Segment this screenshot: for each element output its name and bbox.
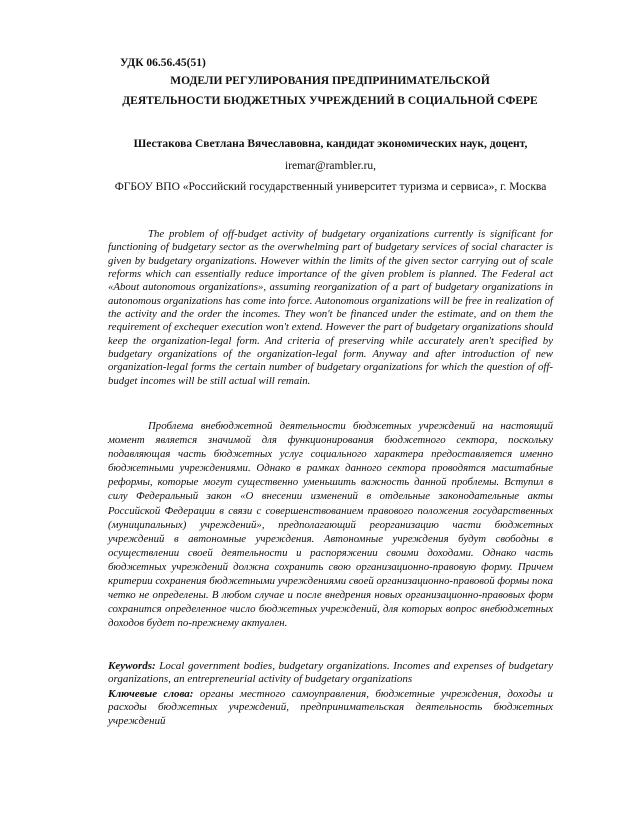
author-affiliation: ФГБОУ ВПО «Российский государственный университет туризма и сервиса», г. Москва	[114, 181, 547, 193]
abstract-russian	[108, 419, 553, 630]
keywords-english	[108, 660, 553, 687]
abstract-english	[108, 228, 553, 388]
keywords-russian	[108, 688, 553, 728]
title-line-2: ДЕЯТЕЛЬНОСТИ БЮДЖЕТНЫХ УЧРЕЖДЕНИЙ В СОЦИАЛЬНОЙ СФЕРЕ	[122, 95, 538, 107]
udk-code: УДК 06.56.45(51)	[120, 57, 206, 69]
author-block	[108, 134, 553, 199]
author-name: Шестакова Светлана Вячеславовна, кандидат экономических наук, доцент,	[133, 138, 528, 150]
title-line-1: МОДЕЛИ РЕГУЛИРОВАНИЯ ПРЕДПРИНИМАТЕЛЬСКОЙ	[170, 75, 490, 87]
abstract-english-text: The problem of off-budget activity of budgetary organizations currently is significant for functioning of budgetary sector as the overwhelming part of budgetary services of social character is given by budgetary organizations. However within the limits of the given sector carrying out of scale reforms which can essentially reduce importance of the given problem is planned. The Federal act «About autonomous organizations», assuming reorganization of a part of budgetary organizations in autonomous organizations has come into force. Autonomous organizations will be free in realization of the activity and the order the incomes. They won't be financed under the estimate, and on them the requirement of exchequer execution won't extend. However the part of budgetary organizations should keep the organization-legal form. And criteria of preserving while accurately aren't specified by budgetary organizations of the organization-legal form. Anyway and after introduction of new organization-legal forms the certain number of budgetary organizations for which the question of off-budget incomes will be still actual will remain.	[108, 228, 553, 387]
keywords-text-ru: органы местного самоуправления, бюджетные учреждения, доходы и расходы бюджетных учреждений, предпринимательская деятельность бюджетных учреждений	[108, 688, 554, 727]
keywords-label: Keywords:	[108, 660, 156, 672]
article-title	[100, 71, 560, 111]
abstract-russian-text: Проблема внебюджетной деятельности бюджетных учреждений на настоящий момент является значимой для функционирования бюджетного сектора, поскольку подавляющая часть бюджетных услуг социального характера предоставляется именно бюджетными учреждениями. Однако в рамках данного сектора проводятся масштабные реформы, которые могут существенно уменьшить важность данной проблемы. Вступил в силу Федеральный закон «О внесении изменений в отдельные законодательные акты Российской Федерации в связи с совершенствованием правового положения государственных (муниципальных) учреждений», предполагающий реорганизацию части бюджетных учреждений в автономные учреждения. Автономные учреждения будут свободны в осуществлении своей деятельности и распоряжении своими доходами. Однако часть бюджетных учреждений должна сохранить свою организационно-правовую форму. Причем критерии сохранения бюджетными учреждениями своей организационно-правовой формы пока четко не определены. В любом случае и после внедрения новых организационно-правовых форм сохранится определенное число бюджетных учреждений, для которых вопрос внебюджетных доходов будет по-прежнему актуален.	[108, 420, 553, 630]
author-email: iremar@rambler.ru,	[284, 159, 377, 172]
keywords-label-ru: Ключевые слова:	[108, 688, 194, 700]
keywords-text: Local government bodies, budgetary organizations. Incomes and expenses of budgetary organizations, an entrepreneurial activity of budgetary organizations	[108, 660, 554, 686]
